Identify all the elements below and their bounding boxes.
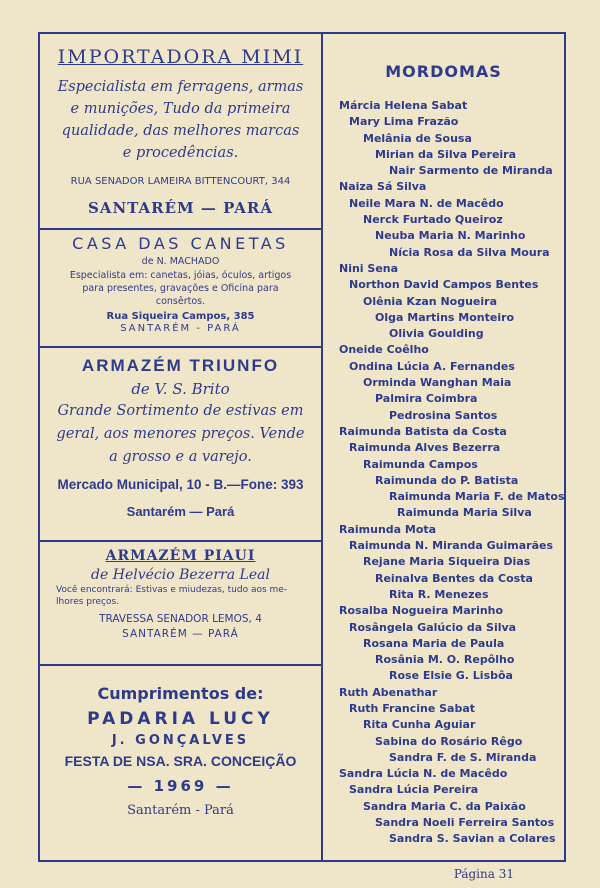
ad-city: Santarém — Pará — [126, 504, 235, 519]
ad-owner: J. GONÇALVES — [111, 733, 250, 748]
mordoma-name: Olivia Goulding — [389, 327, 484, 341]
mordoma-name: Sandra Lúcia N. de Macêdo — [339, 767, 508, 781]
mordoma-name: Rosângela Galúcio da Silva — [349, 620, 517, 634]
ad-address: Rua Siqueira Campos, 385 — [106, 311, 255, 322]
ad-armazem-triunfo — [40, 348, 321, 542]
ad-desc-line: consêrtos. — [155, 296, 206, 307]
mordoma-name: Ondina Lúcia A. Fernandes — [349, 359, 515, 373]
ad-address: Mercado Municipal, 10 - B.—Fone: 393 — [57, 477, 304, 492]
mordoma-name: Rosânia M. O. Repôlho — [375, 653, 515, 667]
mordoma-name: Neile Mara N. de Macêdo — [349, 196, 504, 210]
mordoma-name: Rita Cunha Aguiar — [363, 718, 476, 732]
mordoma-name: Sandra Maria C. da Paixão — [363, 799, 526, 813]
mordoma-name: Rosana Maria de Paula — [363, 636, 505, 650]
mordoma-name: Raimunda Campos — [363, 457, 478, 471]
ad-event: FESTA DE NSA. SRA. CONCEIÇÃO — [64, 753, 297, 769]
ads-column — [40, 34, 322, 860]
ad-city: SANTARÉM — PARÁ — [122, 628, 239, 640]
ad-title: IMPORTADORA MIMI — [57, 46, 304, 68]
ad-address: RUA SENADOR LAMEIRA BITTENCOURT, 344 — [70, 176, 291, 187]
mordoma-name: Olênia Kzan Nogueira — [363, 294, 497, 308]
mordoma-name: Rejane Maria Siqueira Dias — [363, 555, 531, 569]
mordoma-name: Orminda Wanghan Maia — [363, 376, 512, 390]
mordoma-name: Mary Lima Frazão — [349, 115, 459, 129]
ad-owner: de V. S. Brito — [131, 380, 230, 398]
mordoma-name: Ruth Abenathar — [339, 685, 438, 699]
ad-desc-line: e procedências. — [122, 145, 239, 161]
ad-city: Santarém - Pará — [127, 803, 234, 818]
mordoma-name: Nair Sarmento de Miranda — [389, 164, 553, 178]
mordoma-name: Raimunda Maria Silva — [397, 506, 532, 520]
mordoma-name: Raimunda Alves Bezerra — [349, 441, 501, 455]
mordoma-name: Raimunda N. Miranda Guimarães — [349, 539, 554, 553]
mordoma-name: Rose Elsie G. Lisbôa — [389, 669, 513, 683]
mordoma-name: Márcia Helena Sabat — [339, 99, 468, 112]
ad-title: ARMAZÉM PIAUI — [105, 548, 256, 564]
ad-desc-line: geral, aos menores preços. Vende — [56, 426, 305, 442]
mordoma-name: Ruth Francine Sabat — [349, 701, 476, 715]
mordoma-name: Neuba Maria N. Marinho — [375, 229, 526, 243]
mordoma-name: Melânia de Sousa — [363, 131, 472, 145]
ad-owner: de Helvécio Bezerra Leal — [91, 567, 270, 583]
ad-city: SANTARÉM — PARÁ — [87, 199, 274, 217]
mordomas-list — [339, 98, 565, 848]
ad-title: PADARIA LUCY — [87, 709, 274, 729]
mordoma-name: Nícia Rosa da Silva Moura — [389, 245, 550, 259]
ad-desc-line: Você encontrará: Estivas e miudezas, tudo aos me- — [56, 585, 288, 595]
ad-desc-line: a grosso e a varejo. — [109, 449, 252, 465]
mordoma-name: Olga Martins Monteiro — [375, 310, 515, 324]
mordoma-name: Pedrosina Santos — [389, 408, 498, 422]
mordoma-name: Sandra Lúcia Pereira — [349, 783, 479, 797]
mordoma-name: Nerck Furtado Queiroz — [363, 213, 503, 227]
mordoma-name: Sandra S. Savian a Colares — [389, 832, 556, 846]
ad-padaria-lucy — [40, 666, 321, 860]
mordoma-name: Raimunda Maria F. de Matos — [389, 490, 565, 504]
ad-armazem-piaui — [40, 542, 321, 666]
ad-year: — 1969 — — [127, 777, 234, 795]
ad-greeting: Cumprimentos de: — [97, 684, 264, 703]
mordoma-name: Rita R. Menezes — [389, 587, 489, 601]
mordoma-name: Rosalba Nogueira Marinho — [339, 604, 504, 618]
mordoma-name: Palmira Coimbra — [375, 392, 478, 406]
mordoma-name: Naiza Sá Silva — [339, 180, 427, 194]
ad-title: CASA DAS CANETAS — [72, 234, 289, 253]
ad-owner: de N. MACHADO — [141, 256, 220, 267]
ad-desc-line: para presentes, gravações e Oficina para — [82, 283, 279, 294]
ad-desc-line: Especialista em: canetas, jóias, óculos, artigos — [69, 270, 292, 281]
mordomas-title: MORDOMAS — [385, 62, 502, 81]
ad-address: TRAVESSA SENADOR LEMOS, 4 — [99, 613, 262, 625]
ad-desc-line: Grande Sortimento de estivas em — [57, 403, 304, 419]
mordoma-name: Northon David Campos Bentes — [349, 278, 539, 292]
mordoma-name: Raimunda do P. Batista — [375, 473, 519, 487]
mordoma-name: Sabina do Rosário Rêgo — [375, 734, 523, 748]
ad-desc-line: Especialista em ferragens, armas — [57, 79, 304, 95]
mordoma-name: Raimunda Batista da Costa — [339, 424, 507, 438]
mordoma-name: Oneide Coêlho — [339, 343, 429, 357]
mordoma-name: Sandra Noeli Ferreira Santos — [375, 816, 555, 830]
ad-desc-line: lhores preços. — [56, 597, 120, 607]
mordoma-name: Mirian da Silva Pereira — [375, 147, 517, 161]
mordomas-column — [323, 34, 564, 860]
ad-casa-das-canetas — [40, 230, 321, 348]
page-number: Página 31 — [453, 867, 514, 881]
ad-desc-line: qualidade, das melhores marcas — [61, 123, 300, 139]
ad-city: SANTARÉM - PARÁ — [120, 323, 241, 334]
ad-importadora-mimi — [40, 34, 321, 230]
mordoma-name: Raimunda Mota — [339, 522, 437, 536]
mordoma-name: Sandra F. de S. Miranda — [389, 750, 537, 764]
ad-desc-line: e munições, Tudo da primeira — [70, 101, 291, 117]
mordoma-name: Nini Sena — [339, 261, 399, 275]
page-frame — [38, 32, 566, 862]
mordoma-name: Reinalva Bentes da Costa — [375, 571, 533, 585]
ad-title: ARMAZÉM TRIUNFO — [81, 356, 280, 375]
